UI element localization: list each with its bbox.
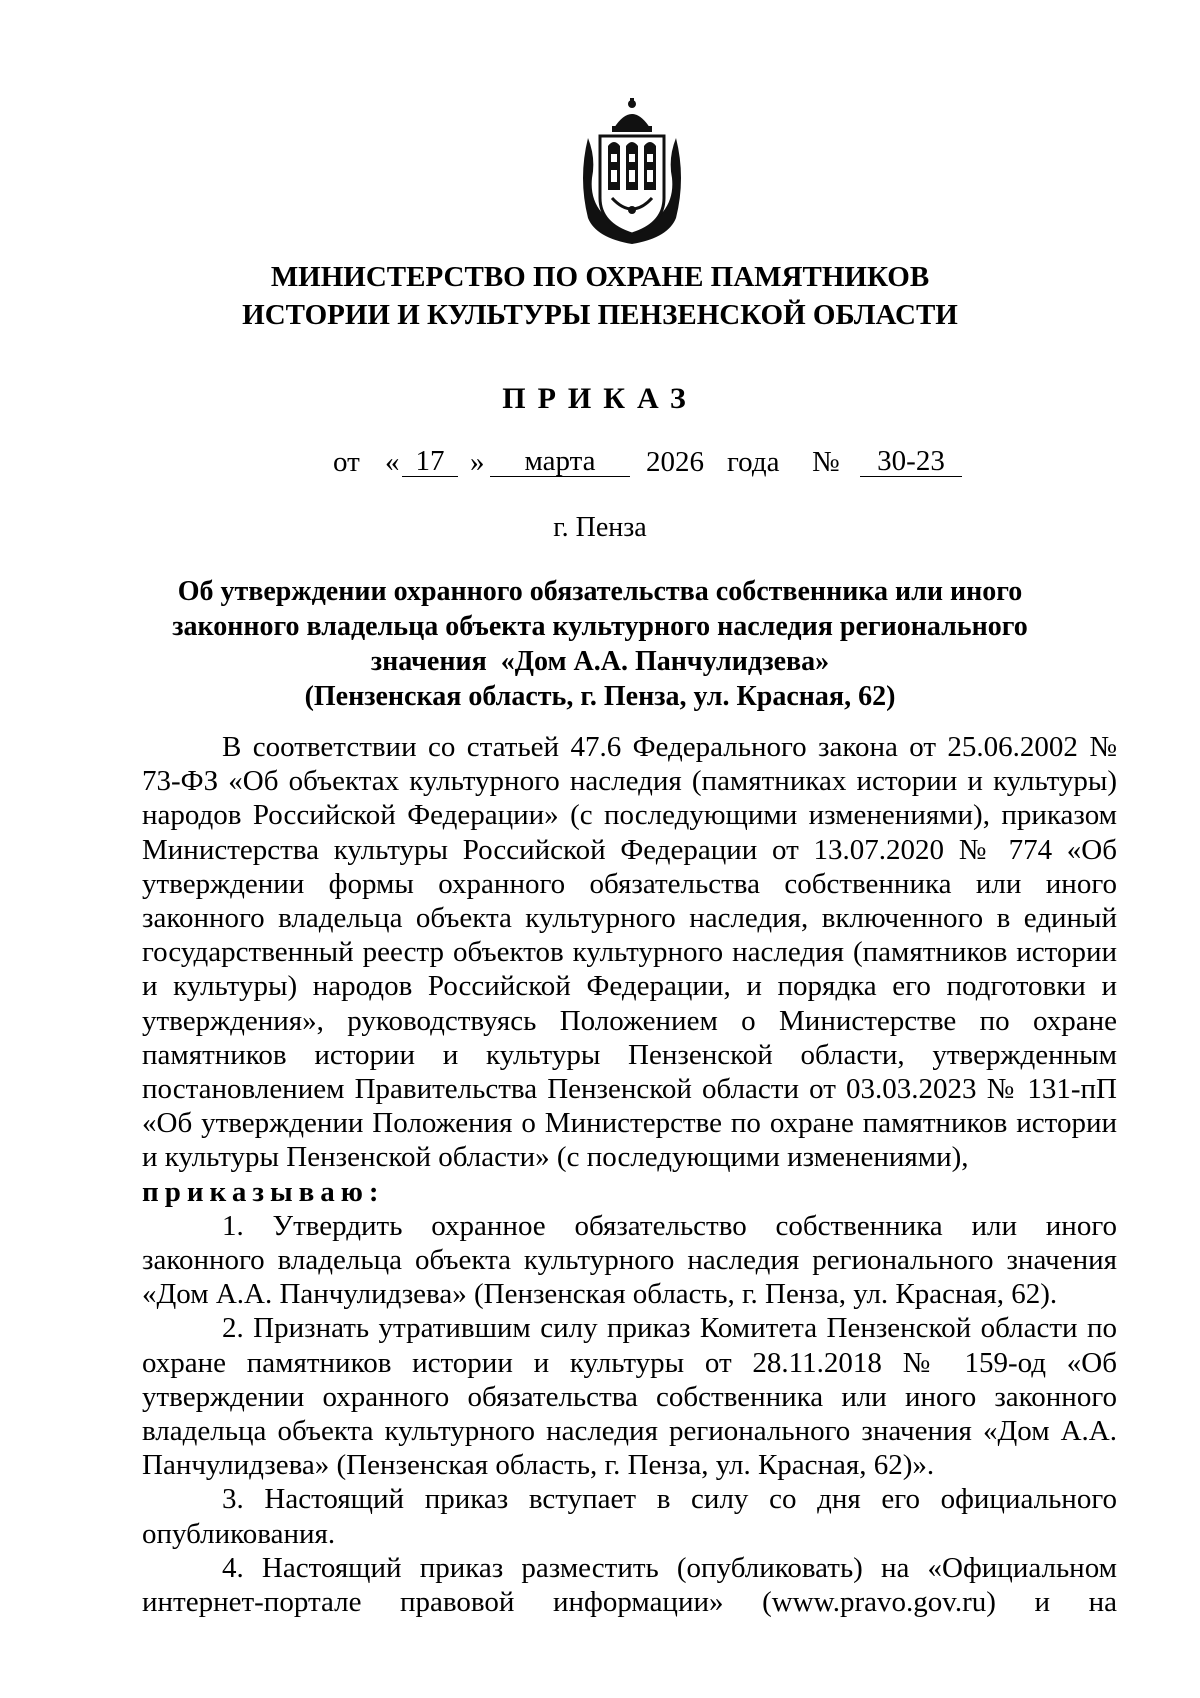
- date-number-line: [0, 446, 1200, 486]
- document-type: ПРИКАЗ: [502, 382, 698, 415]
- order-word: приказываю:: [142, 1175, 385, 1208]
- number-sign: №: [812, 446, 840, 478]
- order-item-2: 2. Признать утратившим силу приказ Комитета Пензенской области по охране памятников истории и культуры от 28.11.2018 № 159-од «Об утверждении охранного обязательства собственника или иного законного владельца объекта культурного наследия регионального значения «Дом А.А. Панчулидзева» (Пензенская область, г. Пенза, ул. Красная, 62)».: [142, 1312, 1117, 1482]
- ministry-name-line-2: ИСТОРИИ И КУЛЬТУРЫ ПЕНЗЕНСКОЙ ОБЛАСТИ: [242, 299, 958, 331]
- city: г. Пенза: [553, 512, 647, 543]
- preamble-paragraph: В соответствии со статьей 47.6 Федерального закона от 25.06.2002 № 73-ФЗ «Об объектах культурного наследия (памятниках истории и культуры) народов Российской Федерации» (с последующими изменениями), приказом Министерства культуры Российской Федерации от 13.07.2020 № 774 «Об утверждении формы охранного обязательства собственника или иного законного владельца объекта культурного наследия, включенного в единый государственный реестр объектов культурного наследия (памятников истории и культуры) народов Российской Федерации, и порядка его подготовки и утверждения», руководствуясь Положением о Министерстве по охране памятников истории и культуры Пензенской области, утвержденным постановлением Правительства Пензенской области от 03.03.2023 № 131-пП «Об утверждении Положения о Министерстве по охране памятников истории и культуры Пензенской области» (с последующими изменениями),: [142, 731, 1117, 1174]
- date-year: 2026: [646, 446, 704, 478]
- date-year-word: года: [727, 446, 780, 478]
- order-item-3: 3. Настоящий приказ вступает в силу со дня его официального опубликования.: [142, 1483, 1117, 1550]
- subject-line-4: (Пензенская область, г. Пенза, ул. Красная, 62): [304, 681, 896, 712]
- subject-line-2: законного владельца объекта культурного наследия регионального: [172, 611, 1028, 642]
- date-day: 17: [402, 446, 458, 477]
- ministry-name-line-1: МИНИСТЕРСТВО ПО ОХРАНЕ ПАМЯТНИКОВ: [270, 261, 930, 293]
- order-item-4: 4. Настоящий приказ разместить (опубликовать) на «Официальном интернет-портале правовой информации» (www.pravo.gov.ru) и на: [142, 1551, 1117, 1619]
- date-month: марта: [490, 446, 630, 477]
- date-quote-close: »: [470, 446, 485, 478]
- order-item-1: 1. Утвердить охранное обязательство собственника или иного законного владельца объекта культурного наследия регионального значения «Дом А.А. Панчулидзева» (Пензенская область, г. Пенза, ул. Красная, 62).: [142, 1209, 1117, 1311]
- order-body: [142, 730, 1117, 1619]
- document-number: 30-23: [860, 446, 962, 477]
- subject-heading: [150, 574, 1050, 714]
- coat-of-arms-icon: [576, 98, 688, 248]
- date-quote-open: «: [385, 446, 400, 478]
- date-from: от: [333, 446, 360, 478]
- subject-line-3: значения «Дом А.А. Панчулидзева»: [370, 646, 830, 677]
- subject-line-1: Об утверждении охранного обязательства собственника или иного: [177, 576, 1023, 607]
